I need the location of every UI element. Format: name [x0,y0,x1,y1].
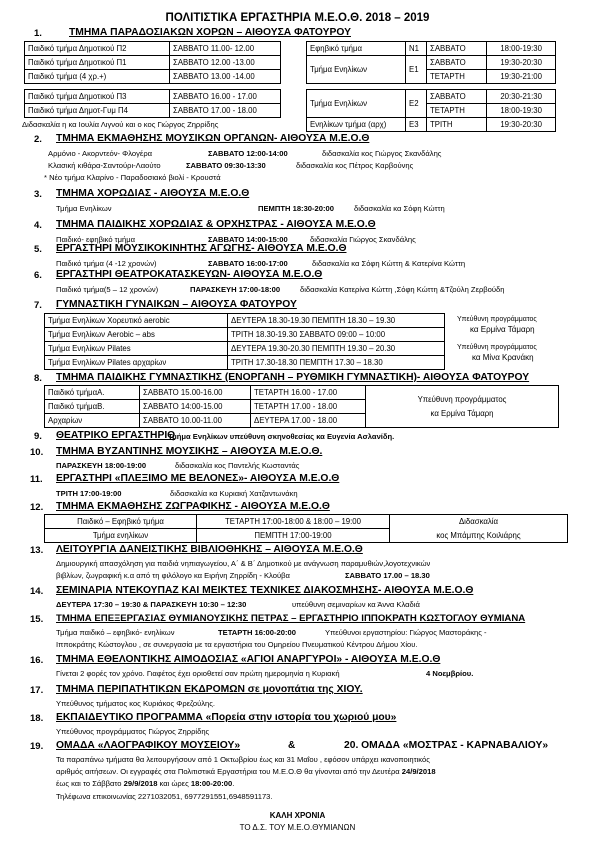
section-16-number: 16. [30,655,44,666]
table-cell: ΠΕΜΠΤΗ 17:00-19:00 [197,529,390,543]
section-6-heading: ΕΡΓΑΣΤΗΡΙ ΘΕΑΤΡΟΚΑΤΑΣΚΕΥΩΝ- ΑΙΘΟΥΣΑ Μ.Ε.Ο.Θ [56,269,323,280]
section-2-line-1b: ΣΑΒΒΑΤΟ 12:00-14:00 [208,149,288,158]
section-6-number: 6. [34,270,42,281]
table-cell: ΔΕΥΤΕΡΑ 19.30-20.30 ΠΕΜΠΤΗ 19.30 – 20.30 [228,342,445,356]
table-cell: Παιδικό τμήμαΑ. [45,386,140,400]
section-15-line-1a: Τμήμα παιδικό – εφηβικό- ενηλίκων [56,628,175,637]
section-11-heading: ΕΡΓΑΣΤΗΡΙ «ΠΛΕΞΙΜΟ ΜΕ ΒΕΛΟΝΕΣ»- ΑΙΘΟΥΣΑ Μ.Ε.Ο.Θ [56,473,340,484]
section-5-line-c: διδασκαλία κα Σόφη Κώττη & Κατερίνα Κώττη [312,259,466,268]
registration-end-date: 29/9/2018 [123,779,158,788]
section-15-line-2: Ιπποκράτης Κώστογλου , σε συνεργασία με τα εργαστήρια του Ομηρείου Πνευματικού Κέντρου Δήμου Χίου. [56,640,418,649]
section-7-table [44,313,445,370]
section-10-line-b: διδασκαλία κος Παντελής Κωσταντάς [175,461,300,470]
section-15-number: 15. [30,614,44,625]
registration-start-date: 24/9/2018 [401,767,436,776]
table-cell: ΤΡΙΤΗ [427,118,487,132]
section-17-line: Υπεύθυνος τμήματος κος Κυριάκος Φρεζούλης. [56,699,216,708]
section-14-number: 14. [30,586,44,597]
info-line-2 [56,768,436,776]
table-cell: Ν1 [406,42,427,56]
table-cell: ΔΕΥΤΕΡΑ 17.00 - 18.00 [251,414,366,428]
section-8-number: 8. [34,373,42,384]
section-2-line-1a: Αρμόνιο - Ακορντεόν- Φλογέρα [48,149,153,158]
section-5-line-b: ΣΑΒΒΑΤΟ 16:00-17:00 [208,259,288,268]
table-cell: Παιδικό τμήμα Δημοτ-Γυμ Π4 [25,104,170,118]
section-12-table [44,514,568,543]
info-line-3-end: . [232,779,235,788]
table-cell: 19:30-21:00 [487,70,556,84]
table-row [307,42,556,56]
table-row [45,515,568,529]
table-cell: Παιδικό τμήμα (4 χρ.+) [25,70,170,84]
footer-greeting: ΚΑΛΗ ΧΡΟΝΙΑ [269,811,326,820]
table-row [25,90,281,104]
table-cell: Τμήμα Ενηλίκων Pilates [45,342,228,356]
section-3-line-b: ΠΕΜΠΤΗ 18:30-20:00 [258,204,334,213]
table-cell: 18:00-19:30 [487,42,556,56]
section-2-heading: ΤΜΗΜΑ ΕΚΜΑΘΗΣΗΣ ΜΟΥΣΙΚΩΝ ΟΡΓΑΝΩΝ- ΑΙΘΟΥΣΑ Μ.Ε.Ο.Θ [56,133,370,144]
section-12-teacher-name: κος Μπάμπης Κοιλιάρης [436,531,521,540]
table-cell: 20:30-21:30 [487,90,556,104]
section-19-20-ampersand: & [288,740,296,751]
section-19-heading: ΟΜΑΔΑ «ΛΑΟΓΡΑΦΙΚΟΥ ΜΟΥΣΕΙΟΥ» [56,740,241,751]
section-1-right-table [306,41,556,132]
table-cell: ΣΑΒΒΑΤΟ 11.00- 12.00 [170,42,281,56]
section-13-line-2a: βιβλίων, ζωγραφική κ.α από τη φιλόλογο κα Ειρήνη Ζηρρίδη - Κλούβα [56,571,290,580]
section-8-responsible-name: κα Ερμίνα Τάμαρη [430,409,494,418]
table-cell: Παιδικό τμήμα Δημοτικού Π2 [25,42,170,56]
section-4-heading: ΤΜΗΜΑ ΠΑΙΔΙΚΗΣ ΧΟΡΩΔΙΑΣ & ΟΡΧΗΣΤΡΑΣ - ΑΙΘΟΥΣΑ Μ.Ε.Ο.Θ [56,219,376,230]
section-17-heading: ΤΜΗΜΑ ΠΕΡΙΠΑΤΗΤΙΚΩΝ ΕΚΔΡΟΜΩΝ σε μονοπάτια της ΧΙΟΥ. [56,684,363,695]
section-4-line-a: Παιδικό- εφηβικό τμήμα [56,235,136,244]
section-7-responsible-1-label: Υπεύθυνη προγράμματος [457,316,537,323]
table-cell: ΣΑΒΒΑΤΟ 10.00-11.00 [140,414,251,428]
section-18-number: 18. [30,713,44,724]
table-row [45,314,445,328]
section-1-heading: ΤΜΗΜΑ ΠΑΡΑΔΟΣΙΑΚΩΝ ΧΟΡΩΝ – ΑΙΘΟΥΣΑ ΦΑΤΟΥΡΟΥ [69,27,351,38]
page-title: ΠΟΛΙΤΙΣΤΙΚΑ ΕΡΓΑΣΤΗΡΙΑ Μ.Ε.Ο.Θ. 2018 – 2019 [165,12,430,24]
table-cell: ΤΕΤΑΡΤΗ 16.00 - 17.00 [251,386,366,400]
section-15-line-1b: ΤΕΤΑΡΤΗ 16:00-20:00 [218,628,296,637]
table-cell: ΣΑΒΒΑΤΟ 13.00 -14.00 [170,70,281,84]
section-12-teacher-label: Διδασκαλία [458,517,499,526]
section-14-line-a: ΔΕΥΤΕΡΑ 17:30 – 19:30 & ΠΑΡΑΣΚΕΥΗ 10:30 – 12:30 [56,600,247,609]
table-cell: ΤΕΤΑΡΤΗ [427,104,487,118]
section-11-line-a: ΤΡΙΤΗ 17:00-19:00 [56,489,122,498]
section-3-line-c: διδασκαλία κα Σόφη Κώττη [354,204,445,213]
info-line-3-mid: και ώρες [157,779,191,788]
info-line-3-text: έως και το Σάββατο [56,779,124,788]
section-1-left-table [24,41,281,118]
table-row [45,342,445,356]
table-row [25,56,281,70]
table-cell: ΤΕΤΑΡΤΗ 17:00-18:00 & 18:00 – 19:00 [197,515,390,529]
section-2-line-2c: διδασκαλία κος Πέτρος Καρβούνης [296,161,414,170]
table-cell: Ε1 [406,56,427,84]
table-cell: ΣΑΒΒΑΤΟ 16.00 - 17.00 [170,90,281,104]
table-cell: Εφηβικό τμήμα [307,42,406,56]
section-9-text: Τμήμα Ενηλίκων υπεύθυνη σκηνοθεσίας κα Ευγενία Ασλανίδη. [168,432,395,441]
section-2-line-2a: Κλασική κιθάρα-Σαντούρι-Λαούτο [48,161,161,170]
section-3-line-a: Τμήμα Ενηλίκων [56,204,112,213]
table-cell: ΤΡΙΤΗ 18.30-19.30 ΣΑΒΒΑΤΟ 09:00 – 10:00 [228,328,445,342]
table-cell: Ενηλίκων τμήμα (αρχ) [307,118,406,132]
section-7-responsible-2-label: Υπεύθυνη προγράμματος [457,344,537,351]
table-cell: ΤΡΙΤΗ 17.30-18.30 ΠΕΜΠΤΗ 17.30 – 18.30 [228,356,445,370]
table-cell: Τμήμα Ενηλίκων Aerobic – abs [45,328,228,342]
section-10-line-a: ΠΑΡΑΣΚΕΥΗ 18:00-19:00 [56,461,147,470]
table-cell: ΣΑΒΒΑΤΟ [427,42,487,56]
section-4-number: 4. [34,220,42,231]
info-line-2-text: αριθμός αιτήσεων. Οι εγγραφές στα Πολιτιστικά Εργαστήρια του Μ.Ε.Ο.Θ θα γίνονται από την Δευτέρα [56,767,402,776]
table-cell: Τμήμα ενηλίκων [45,529,197,543]
section-9-heading: ΘΕΑΤΡΙΚΟ ΕΡΓΑΣΤΗΡΙΟ [56,430,176,441]
contact-phones: Τηλέφωνα επικοινωνίας 2271032051, 6977291551,6948591173. [56,792,273,801]
table-cell: Παιδικό – Εφηβικό τμήμα [45,515,197,529]
table-cell: 19:30-20:30 [487,118,556,132]
table-row [307,56,556,70]
section-2-line-2b: ΣΑΒΒΑΤΟ 09:30-13:30 [186,161,266,170]
section-8-responsible-cell [366,386,559,428]
section-5-number: 5. [34,244,42,255]
section-14-heading: ΣΕΜΙΝΑΡΙΑ ΝΤΕΚΟΥΠΑΖ ΚΑΙ ΜΕΙΚΤΕΣ ΤΕΧΝΙΚΕΣ ΔΙΑΚΟΣΜΗΣΗΣ- ΑΙΘΟΥΣΑ Μ.Ε.Ο.Θ [56,585,474,596]
section-7-heading: ΓΥΜΝΑΣΤΙΚΗ ΓΥΝΑΙΚΩΝ – ΑΙΘΟΥΣΑ ΦΑΤΟΥΡΟΥ [56,299,297,310]
section-10-heading: ΤΜΗΜΑ ΒΥΖΑΝΤΙΝΗΣ ΜΟΥΣΙΚΗΣ – ΑΙΘΟΥΣΑ Μ.Ε.Ο.Θ. [56,446,323,457]
table-row [307,118,556,132]
table-row [45,328,445,342]
table-cell: ΣΑΒΒΑΤΟ 15.00-16.00 [140,386,251,400]
section-13-line-2b: ΣΑΒΒΑΤΟ 17.00 – 18.30 [345,571,430,580]
section-12-teacher-cell [390,515,568,543]
table-cell: ΤΕΤΑΡΤΗ 17.00 - 18.00 [251,400,366,414]
section-12-heading: ΤΜΗΜΑ ΕΚΜΑΘΗΣΗΣ ΖΩΓΡΑΦΙΚΗΣ - ΑΙΘΟΥΣΑ Μ.Ε.Ο.Θ [56,501,330,512]
table-row [45,356,445,370]
table-cell: ΣΑΒΒΑΤΟ [427,56,487,70]
section-15-heading: ΤΜΗΜΑ ΕΠΕΞΕΡΓΑΣΙΑΣ ΘΥΜΙΑΝΟΥΣΙΚΗΣ ΠΕΤΡΑΣ – ΕΡΓΑΣΤΗΡΙΟ ΙΠΠΟΚΡΑΤΗ ΚΩΣΤΟΓΛΟΥ ΘΥΜΙΑΝΑ [56,613,526,624]
table-cell: ΣΑΒΒΑΤΟ [427,90,487,104]
section-13-heading: ΛΕΙΤΟΥΡΓΙΑ ΔΑΝΕΙΣΤΙΚΗΣ ΒΙΒΛΙΟΘΗΚΗΣ – ΑΙΘΟΥΣΑ Μ.Ε.Ο.Θ [56,544,363,555]
section-11-line-b: διδασκαλία κα Κυριακή Χατζαντωνάκη [170,489,298,498]
section-9-number: 9. [34,431,42,442]
section-15-line-1c: Υπεύθυνοι εργαστηρίου: Γιώργος Μαστοράκης - [325,628,487,637]
section-2-line-3: * Νέο τμήμα Κλαρίνο - Παραδοσιακό βιολί - Κρουστά [44,173,221,182]
info-line-1: Τα παραπάνω τμήματα θα λειτουργήσουν από 1 Οκτωβρίου έως και 31 Μαΐου , εφόσον υπάρχει ικανοποιητικός [56,755,430,764]
table-cell: Τμήμα Ενηλίκων [307,56,406,84]
section-6-line-c: διδασκαλία Κατερίνα Κώττη ,Σόφη Κώττη &Τζούλη Ζερβούδη [300,285,505,294]
section-2-number: 2. [34,134,42,145]
section-8-responsible-label: Υπεύθυνη προγράμματος [417,395,507,404]
table-cell: ΔΕΥΤΕΡΑ 18.30-19.30 ΠΕΜΠΤΗ 18.30 – 19.30 [228,314,445,328]
section-6-line-b: ΠΑΡΑΣΚΕΥΗ 17:00-18:00 [190,285,281,294]
section-13-number: 13. [30,545,44,556]
table-cell: Παιδικό τμήμα Δημοτικού Π1 [25,56,170,70]
section-16-line-a: Γίνεται 2 φορές τον χρόνο. Γιαφέτος έχει οριοθετεί σαν πρώτη ημερομηνία η Κυριακή [56,669,340,678]
section-3-heading: ΤΜΗΜΑ ΧΟΡΩΔΙΑΣ - ΑΙΘΟΥΣΑ Μ.Ε.Ο.Θ [56,188,250,199]
section-12-number: 12. [30,502,44,513]
section-16-heading: ΤΜΗΜΑ ΕΘΕΛΟΝΤΙΚΗΣ ΑΙΜΟΔΟΣΙΑΣ «ΑΓΙΟΙ ΑΝΑΡΓΥΡΟΙ» - ΑΙΘΟΥΣΑ Μ.Ε.Ο.Θ [56,654,441,665]
table-cell: ΣΑΒΒΑΤΟ 12.00 -13.00 [170,56,281,70]
table-row [25,104,281,118]
section-20-heading: 20. ΟΜΑΔΑ «ΜΟΣΤΡΑΣ - ΚΑΡΝΑΒΑΛΙΟΥ» [344,740,549,751]
section-4-line-c: διδασκαλία Γιώργος Σκανδάλης [310,235,416,244]
table-cell: ΤΕΤΑΡΤΗ [427,70,487,84]
info-line-3 [56,780,234,788]
table-cell: Τμήμα Ενηλίκων Pilates αρχαρίων [45,356,228,370]
table-row [25,42,281,56]
table-cell: Παιδικό τμήμαΒ. [45,400,140,414]
section-2-line-1c: διδασκαλία κος Γιώργος Σκανδάλης [322,149,442,158]
section-14-line-b: υπεύθυνη σεμιναρίων κα Άννα Κλαδιά [292,600,420,609]
table-cell: Παιδικό τμήμα Δημοτικού Π3 [25,90,170,104]
table-cell: Αρχαρίων [45,414,140,428]
table-cell: 19:30-20:30 [487,56,556,70]
table-cell: 18:00-19:30 [487,104,556,118]
section-5-line-a: Παιδικό τμήμα (4 -12 χρονών) [56,259,157,268]
section-13-line-1: Δημιουργική απασχόληση για παιδιά νηπιαγωγείου, Α΄ & Β΄ Δημοτικού με ανάγνωση παραμυθιών,λογοτεχνικών [56,559,431,568]
section-7-number: 7. [34,300,42,311]
section-6-line-a: Παιδικό τμήμα(5 – 12 χρονών) [56,285,159,294]
section-11-number: 11. [30,474,43,485]
section-16-line-b: 4 Νοεμβρίου. [426,669,474,678]
section-3-number: 3. [34,189,42,200]
section-17-number: 17. [30,685,44,696]
section-8-heading: ΤΜΗΜΑ ΠΑΙΔΙΚΗΣ ΓΥΜΝΑΣΤΙΚΗΣ (ΕΝΟΡΓΑΝΗ – ΡΥΘΜΙΚΗ ΓΥΜΝΑΣΤΙΚΗ)- ΑΙΘΟΥΣΑ ΦΑΤΟΥΡΟΥ [56,372,530,383]
section-7-responsible-2-name: κα Μίνα Κρανάκη [472,353,534,362]
section-4-line-b: ΣΑΒΒΑΤΟ 14:00-15:00 [208,235,288,244]
section-5-heading: ΕΡΓΑΣΤΗΡΙ ΜΟΥΣΙΚΟΚΙΝΗΤΗΣ ΑΓΩΓΗΣ- ΑΙΘΟΥΣΑ Μ.Ε.Ο.Θ [56,243,347,254]
table-row [307,90,556,104]
table-row [25,70,281,84]
table-row [45,386,559,400]
section-1-teachers: Διδασκαλία η κα Ιουλία Λιγνού και ο κος Γιώργος Ζηρρίδης [22,120,219,129]
section-18-heading: ΕΚΠΑΙΔΕΥΤΙΚΟ ΠΡΟΓΡΑΜΜΑ «Πορεία στην ιστορία του χωριού μου» [56,712,397,723]
section-8-table [44,385,559,428]
table-cell: Τμήμα Ενηλίκων Χορευτικό aerobic [45,314,228,328]
section-1-number: 1. [34,28,42,39]
registration-hours: 18:00-20:00 [190,779,233,788]
table-cell: ΣΑΒΒΑΤΟ 17.00 - 18.00 [170,104,281,118]
section-19-number: 19. [30,741,44,752]
section-10-number: 10. [30,447,44,458]
footer-signature: ΤΟ Δ.Σ. ΤΟΥ Μ.Ε.Ο.ΘΥΜΙΑΝΩΝ [239,823,356,832]
table-cell: Ε3 [406,118,427,132]
table-cell: Ε2 [406,90,427,118]
section-18-line: Υπεύθυνος προγράμματος Γιώργος Ζηρρίδης [56,727,210,736]
table-cell: Τμήμα Ενηλίκων [307,90,406,118]
table-cell: ΣΑΒΒΑΤΟ 14:00-15.00 [140,400,251,414]
section-7-responsible-1-name: κα Ερμίνα Τάμαρη [470,325,535,334]
